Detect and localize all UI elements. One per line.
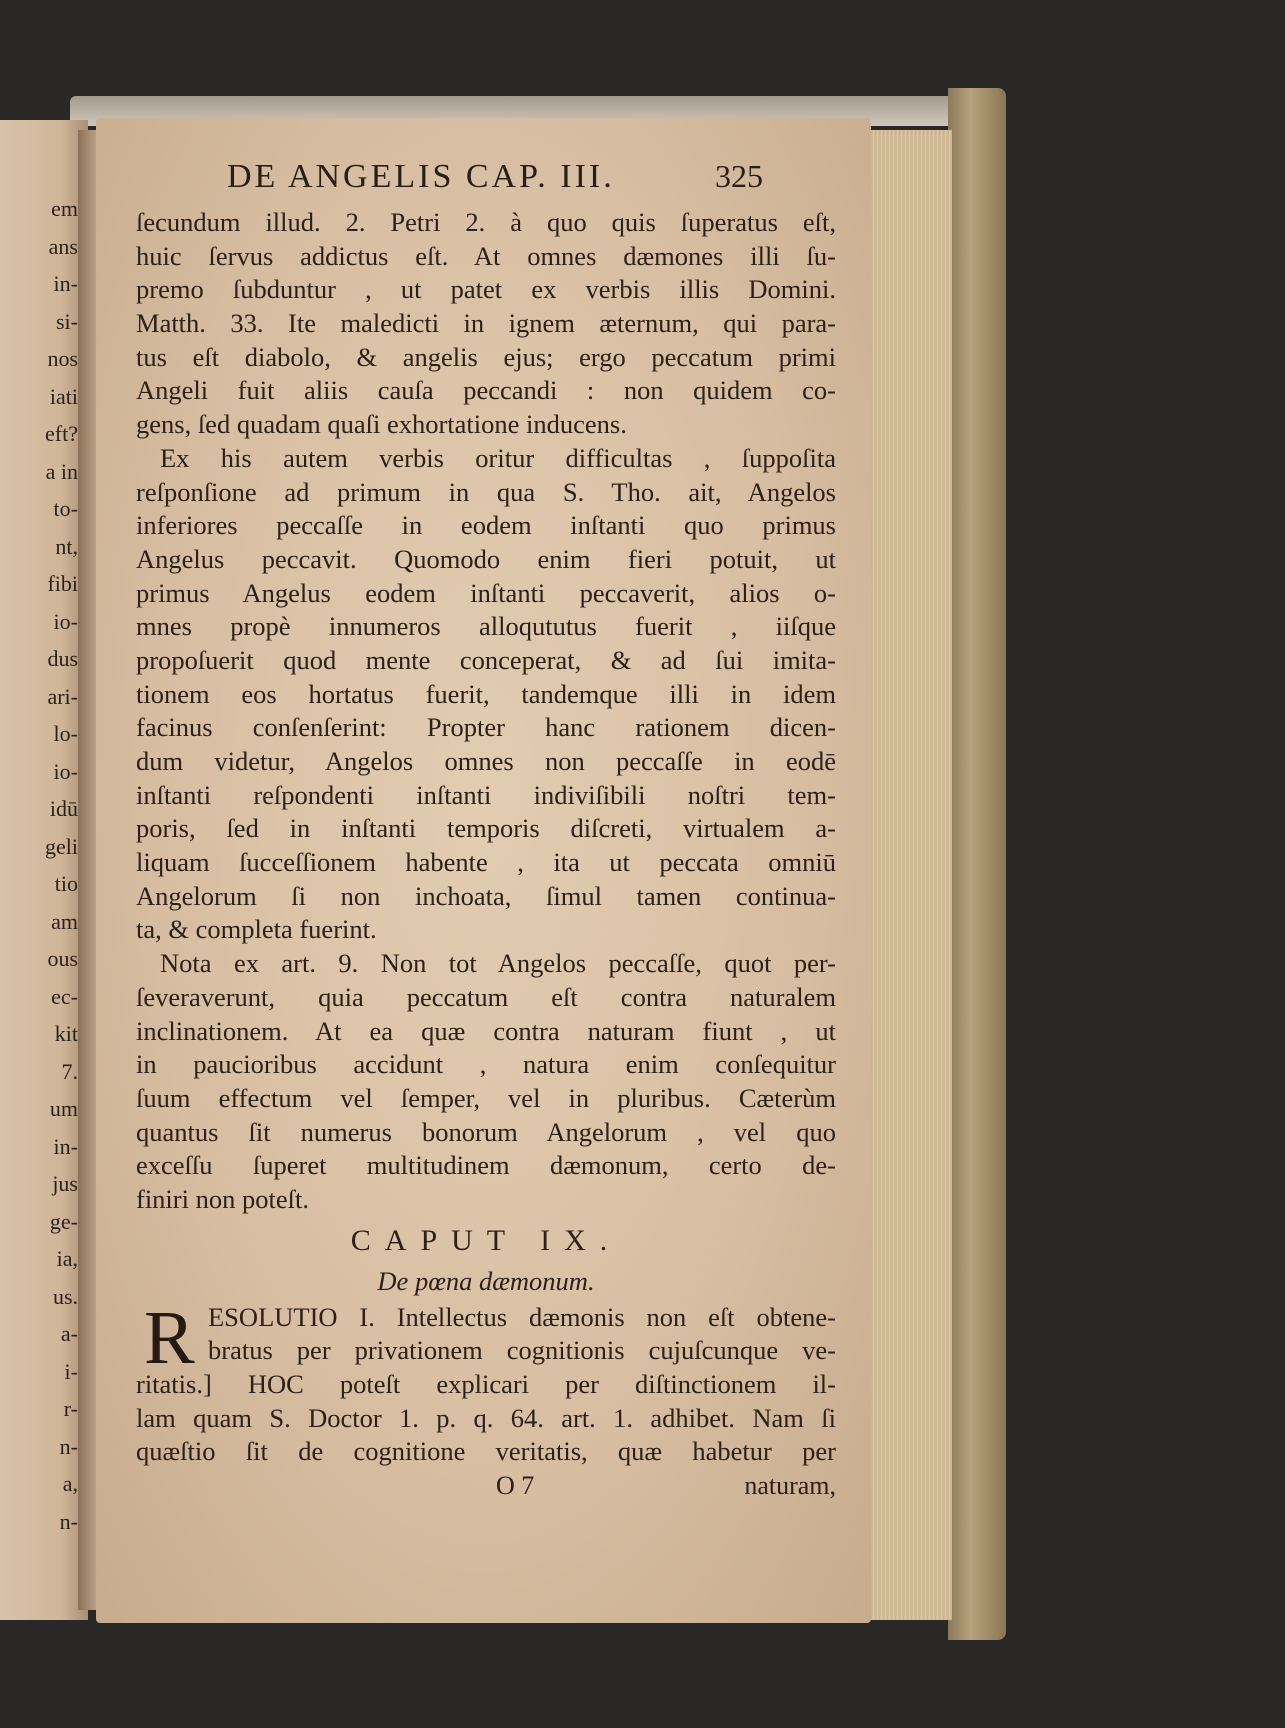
text-line: in paucioribus accidunt , natura enim conſequitur — [136, 1049, 836, 1080]
left-page-fragment: dus — [47, 646, 78, 671]
text-line: poris, ſed in inſtanti temporis diſcreti, virtualem a- — [136, 813, 836, 844]
footer-row — [136, 1469, 836, 1503]
left-page-fragment: io- — [53, 758, 78, 784]
resolution-line: lam quam S. Doctor 1. p. q. 64. art. 1. adhibet. Nam ſi — [136, 1402, 836, 1433]
text-line: ſecundum illud. 2. Petri 2. à quo quis ſuperatus eſt, — [136, 207, 836, 237]
text-line: exceſſu ſuperet multitudinem dæmonum, certo de- — [136, 1150, 836, 1181]
left-page-fragment: am — [51, 908, 78, 934]
left-page-fragment: nos — [47, 346, 78, 371]
text-line: finiri non poteſt. — [136, 1183, 309, 1214]
left-page-fragment: ous — [47, 946, 78, 971]
signature-mark: O 7 — [496, 1471, 535, 1501]
text-line: propoſuerit quod mente conceperat, & ad ſui imita- — [136, 644, 836, 675]
left-page-fragment: idū — [49, 796, 78, 821]
left-page-fragment: in- — [53, 1133, 78, 1159]
left-page-fragment: nt, — [55, 533, 78, 559]
left-page-fragment: ia, — [56, 1246, 78, 1271]
text-line: inferiores peccaſſe in eodem inſtanti quo primus — [136, 510, 836, 541]
resolution-continuation — [136, 1368, 836, 1469]
text-line: mnes propè innumeros alloqututus fuerit , iiſque — [136, 611, 836, 642]
left-page-fragment: in- — [53, 271, 78, 296]
left-page-fragment: ari- — [47, 683, 78, 709]
resolution-line: bratus per privationem cognitionis cujuſcunque ve- — [208, 1335, 836, 1366]
text-line: gens, ſed quadam quaſi exhortatione inducens. — [136, 409, 627, 440]
running-title: DE ANGELIS CAP. III. — [227, 158, 615, 195]
left-page-fragment: iati — [49, 383, 78, 409]
text-line: quantus ſit numerus bonorum Angelorum , vel quo — [136, 1116, 836, 1147]
text-line: Ex his autem verbis oritur difficultas , ſuppoſita — [160, 442, 836, 473]
text-line: ta, & completa fuerint. — [136, 914, 377, 945]
text-line: Angelorum ſi non inchoata, ſimul tamen continua- — [136, 880, 836, 911]
text-line: reſponſione ad primum in qua S. Tho. ait, Angelos — [136, 476, 836, 507]
text-line: inclinationem. At ea quæ contra naturam fiunt , ut — [136, 1015, 836, 1046]
left-page-fragment: a- — [60, 1321, 78, 1346]
chapter-subtitle: De pœna dæmonum. — [377, 1265, 595, 1296]
left-page-fragment: a in — [45, 458, 78, 484]
left-page-fragment: a, — [62, 1471, 78, 1496]
page-fore-edge — [860, 130, 952, 1620]
text-line: dum videtur, Angelos omnes non peccaſſe in eodē — [136, 746, 836, 776]
resolution-lines — [136, 1301, 836, 1368]
body-lines — [136, 206, 836, 1217]
text-line: Angelus peccavit. Quomodo enim fieri potuit, ut — [136, 543, 836, 574]
left-page-fragment: n- — [59, 1433, 78, 1459]
left-page-fragment: ans — [48, 233, 78, 259]
left-page-fragment: fibi — [47, 571, 78, 596]
drop-cap: R — [144, 1295, 195, 1380]
left-page-fragment: lo- — [53, 721, 78, 746]
text-line: huic ſervus addictus eſt. At omnes dæmones illi ſu- — [136, 240, 836, 271]
text-line: ſeveraverunt, quia peccatum eſt contra naturalem — [136, 981, 836, 1012]
text-line: Matth. 33. Ite maledicti in ignem æternum, qui para- — [136, 308, 836, 339]
left-page-fragment: geli — [45, 833, 78, 859]
text-line: facinus conſenſerint: Propter hanc rationem dicen- — [136, 712, 836, 743]
left-page-fragment: io- — [53, 608, 78, 634]
left-page-fragment: si- — [56, 308, 78, 334]
text-line: tionem eos hortatus fuerit, tandemque illi in idem — [136, 678, 836, 709]
left-page-fragment: n- — [59, 1508, 78, 1534]
resolution-paragraph — [136, 1295, 836, 1469]
left-page-fragment: um — [49, 1096, 78, 1121]
text-line: inſtanti reſpondenti inſtanti indiviſibili noſtri tem- — [136, 779, 836, 810]
text-line: tus eſt diabolo, & angelis ejus; ergo peccatum primi — [136, 341, 836, 372]
left-page-fragment: tio — [54, 871, 78, 896]
left-page-fragment: i- — [64, 1358, 78, 1384]
resolution-line: ritatis.] HOC poteſt explicari per diſtinctionem il- — [136, 1369, 836, 1399]
left-page-fragment: jus — [52, 1171, 78, 1196]
left-page-fragment: 7. — [61, 1058, 78, 1084]
text-block — [136, 206, 836, 1503]
book-cover-edge — [948, 88, 1006, 1640]
text-line: ſuum effectum vel ſemper, vel in pluribus. Cæterùm — [136, 1082, 836, 1113]
catchword: naturam, — [744, 1471, 836, 1501]
text-line: Nota ex art. 9. Non tot Angelos peccaſſe, quot per- — [160, 948, 836, 979]
left-page-fragment: ec- — [51, 983, 78, 1009]
text-line: primus Angelus eodem inſtanti peccaverit, alios o- — [136, 577, 836, 608]
left-page-fragment: kit — [54, 1021, 78, 1046]
left-page-fragment: r- — [63, 1396, 78, 1421]
left-page-fragment: em — [51, 196, 78, 221]
text-line: premo ſubduntur , ut patet ex verbis illis Domini. — [136, 274, 836, 305]
page-number: 325 — [715, 158, 763, 194]
left-page-fragment: ge- — [49, 1208, 78, 1234]
text-line: Angeli fuit aliis cauſa peccandi : non quidem co- — [136, 375, 836, 406]
chapter-heading: CAPUT IX. — [350, 1223, 622, 1257]
left-page-fragment: us. — [52, 1283, 78, 1309]
text-line: liquam ſucceſſionem habente , ita ut peccata omniū — [136, 847, 836, 878]
left-page-fragment: eft? — [45, 421, 78, 446]
resolution-line: ESOLUTIO I. Intellectus dæmonis non eſt obtene- — [208, 1301, 836, 1332]
running-head — [227, 158, 847, 198]
left-facing-page — [0, 120, 88, 1620]
resolution-line: quæſtio ſit de cognitione veritatis, quæ habetur per — [136, 1436, 836, 1467]
left-page-fragment: to- — [53, 496, 78, 521]
